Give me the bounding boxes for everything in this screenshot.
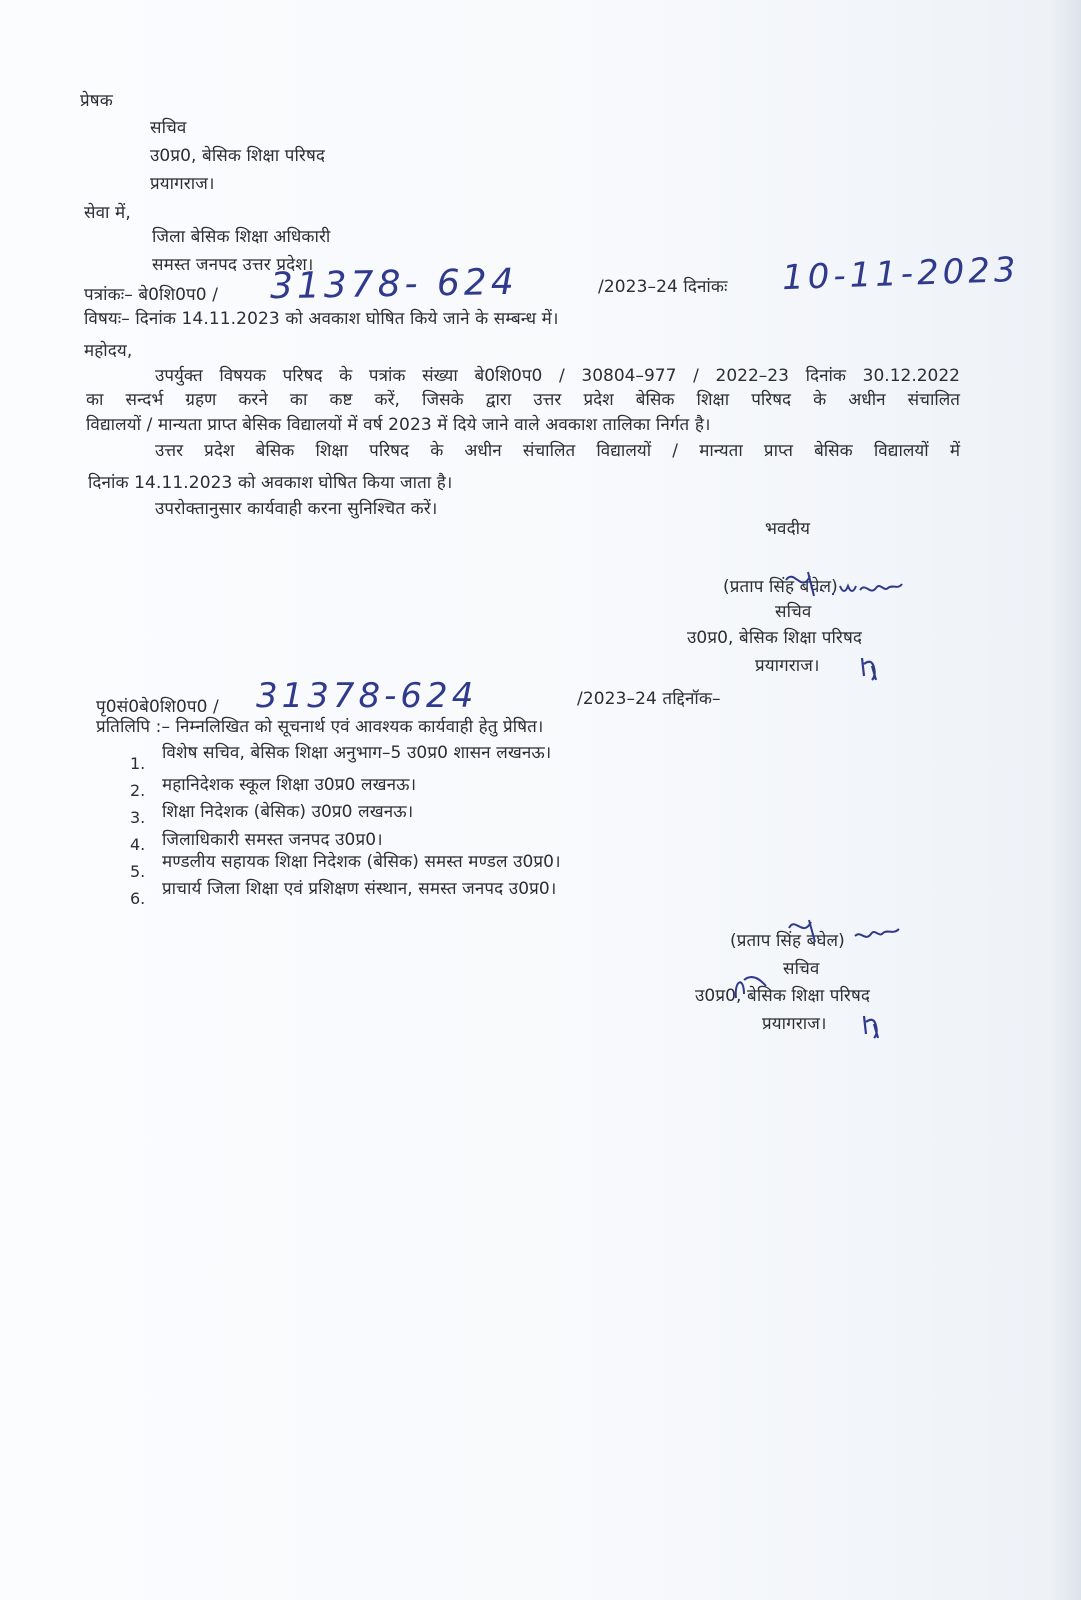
list-item-number: 1. xyxy=(130,754,146,773)
sender-city: प्रयागराज। xyxy=(150,174,215,194)
signature2-initial xyxy=(858,1012,888,1042)
recipient-area: समस्त जनपद उत्तर प्रदेश। xyxy=(152,255,314,275)
letter-ref-year-date-label: /2023–24 दिनांकः xyxy=(598,277,728,297)
signature2-mark xyxy=(730,972,780,1004)
signature1-designation: सचिव xyxy=(775,602,812,622)
list-item: जिलाधिकारी समस्त जनपद उ0प्र0। xyxy=(162,830,383,850)
list-item-number: 6. xyxy=(130,889,146,908)
signature2-scribble xyxy=(785,916,915,956)
body-para1-line1: उपर्युक्त विषयक परिषद के पत्रांक संख्या बे0शि0प0 / 30804–977 / 2022–23 दिनांक 30.12.2022 xyxy=(155,366,960,386)
signature2-office: उ0प्र0, बेसिक शिक्षा परिषद xyxy=(695,986,871,1006)
body-para1-line2: का सन्दर्भ ग्रहण करने का कष्ट करें, जिसके द्वारा उत्तर प्रदेश बेसिक शिक्षा परिषद के अधीन संचालित xyxy=(86,390,960,410)
copy-to-label: प्रतिलिपि :– निम्नलिखित को सूचनार्थ एवं आवश्यक कार्यवाही हेतु प्रेषित। xyxy=(96,717,544,737)
list-item: प्राचार्य जिला शिक्षा एवं प्रशिक्षण संस्थान, समस्त जनपद उ0प्र0। xyxy=(162,879,557,899)
list-item-number: 2. xyxy=(130,781,146,800)
signature2-city: प्रयागराज। xyxy=(762,1014,827,1034)
recipient-label: सेवा में, xyxy=(84,203,131,223)
signature1-name: (प्रताप सिंह बघेल) xyxy=(723,577,838,597)
signature1-office: उ0प्र0, बेसिक शिक्षा परिषद xyxy=(687,628,863,648)
list-item: मण्डलीय सहायक शिक्षा निदेशक (बेसिक) समस्त मण्डल उ0प्र0। xyxy=(162,852,561,872)
list-item: महानिदेशक स्कूल शिक्षा उ0प्र0 लखनऊ। xyxy=(162,775,417,795)
endorsement-ref-prefix: पृ0सं0बे0शि0प0 / xyxy=(96,697,219,717)
signature2-name: (प्रताप सिंह बघेल) xyxy=(730,931,845,951)
body-para3: उपरोक्तानुसार कार्यवाही करना सुनिश्चित करें। xyxy=(155,499,438,519)
signature2-designation: सचिव xyxy=(783,959,820,979)
sender-designation: सचिव xyxy=(150,118,187,138)
closing: भवदीय xyxy=(765,519,811,539)
subject-line: विषयः– दिनांक 14.11.2023 को अवकाश घोषित किये जाने के सम्बन्ध में। xyxy=(84,309,559,329)
list-item-number: 3. xyxy=(130,808,146,827)
sender-office: उ0प्र0, बेसिक शिक्षा परिषद xyxy=(150,146,326,166)
handwritten-endorsement-number: 31378-624 xyxy=(256,676,478,716)
list-item-number: 4. xyxy=(130,835,146,854)
list-item-number: 5. xyxy=(130,862,146,881)
salutation: महोदय, xyxy=(84,341,133,361)
handwritten-letter-number: 31378- 624 xyxy=(269,261,519,308)
body-para2-line2: दिनांक 14.11.2023 को अवकाश घोषित किया जाता है। xyxy=(88,473,453,493)
body-para1-line3: विद्यालयों / मान्यता प्राप्त बेसिक विद्यालयों में वर्ष 2023 में दिये जाने वाले अवकाश तालिका निर्गत है। xyxy=(86,415,711,435)
letter-ref-prefix: पत्रांकः– बे0शि0प0 / xyxy=(84,285,219,305)
sender-label: प्रेषक xyxy=(80,91,113,111)
recipient-designation: जिला बेसिक शिक्षा अधिकारी xyxy=(152,227,331,247)
handwritten-letter-date: 10-11-2023 xyxy=(781,249,1021,299)
endorsement-ref-suffix: /2023–24 तद्दिनॉक– xyxy=(577,689,721,709)
body-para2-line1: उत्तर प्रदेश बेसिक शिक्षा परिषद के अधीन संचालित विद्यालयों / मान्यता प्राप्त बेसिक विद्यालयों में xyxy=(155,441,960,461)
list-item: विशेष सचिव, बेसिक शिक्षा अनुभाग–5 उ0प्र0 शासन लखनऊ। xyxy=(162,743,552,763)
signature1-initial xyxy=(856,654,886,684)
list-item: शिक्षा निदेशक (बेसिक) उ0प्र0 लखनऊ। xyxy=(162,802,414,822)
signature1-city: प्रयागराज। xyxy=(755,656,820,676)
